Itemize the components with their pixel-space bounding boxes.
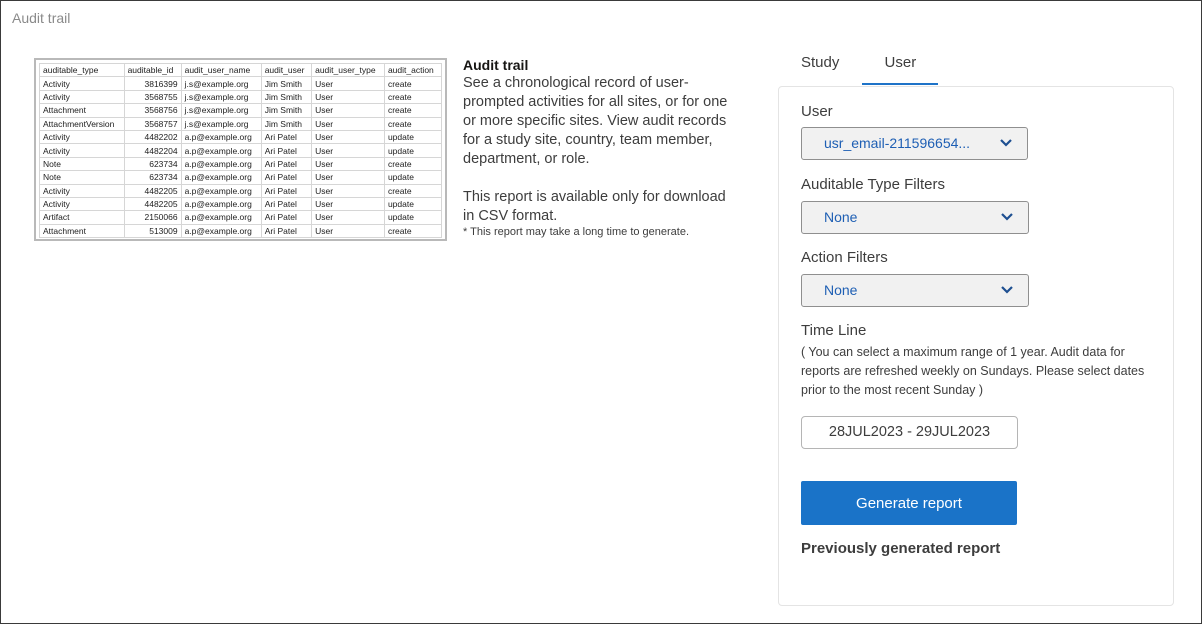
preview-cell: 623734: [124, 157, 181, 170]
preview-row: [40, 117, 442, 130]
preview-cell: a.p@example.org: [181, 197, 261, 210]
preview-cell: Jim Smith: [261, 77, 311, 90]
preview-column-header: auditable_id: [124, 64, 181, 77]
preview-cell: Attachment: [40, 224, 125, 237]
preview-row: [40, 144, 442, 157]
preview-cell: create: [384, 90, 441, 103]
description-csv-note: This report is available only for download in CSV format.: [463, 189, 726, 224]
preview-cell: Activity: [40, 144, 125, 157]
preview-cell: 4482205: [124, 184, 181, 197]
tab-bar: [786, 51, 938, 86]
preview-cell: Activity: [40, 184, 125, 197]
preview-row: [40, 77, 442, 90]
preview-column-header: audit_user_type: [312, 64, 385, 77]
audit-preview-image: [34, 58, 447, 241]
preview-cell: Jim Smith: [261, 104, 311, 117]
preview-cell: 3816399: [124, 77, 181, 90]
preview-cell: 3568755: [124, 90, 181, 103]
preview-column-header: audit_user_name: [181, 64, 261, 77]
preview-row: [40, 197, 442, 210]
preview-cell: Activity: [40, 197, 125, 210]
preview-cell: Activity: [40, 77, 125, 90]
action-filters-select[interactable]: [801, 274, 1029, 307]
action-filters-label: Action Filters: [801, 249, 888, 266]
preview-cell: update: [384, 130, 441, 143]
preview-cell: Note: [40, 171, 125, 184]
preview-cell: j.s@example.org: [181, 104, 261, 117]
preview-cell: User: [312, 104, 385, 117]
preview-cell: Jim Smith: [261, 90, 311, 103]
preview-row: [40, 157, 442, 170]
preview-cell: 4482204: [124, 144, 181, 157]
description-body: See a chronological record of user-prompted activities for all sites, or for one or more specific sites. View audit records for a study site, country, team member, department, or role.: [463, 75, 728, 167]
previous-reports-heading: Previously generated report: [801, 540, 1001, 557]
preview-cell: User: [312, 130, 385, 143]
generate-report-button[interactable]: Generate report: [801, 481, 1017, 525]
preview-cell: 2150066: [124, 211, 181, 224]
preview-cell: a.p@example.org: [181, 224, 261, 237]
preview-cell: Activity: [40, 130, 125, 143]
preview-row: [40, 171, 442, 184]
tab-user[interactable]: User: [862, 51, 938, 85]
preview-body: [40, 77, 442, 238]
preview-cell: update: [384, 211, 441, 224]
preview-cell: User: [312, 184, 385, 197]
preview-cell: User: [312, 157, 385, 170]
preview-cell: User: [312, 144, 385, 157]
preview-cell: update: [384, 171, 441, 184]
preview-cell: Ari Patel: [261, 157, 311, 170]
preview-cell: a.p@example.org: [181, 171, 261, 184]
description-heading: Audit trail: [463, 57, 529, 73]
preview-cell: create: [384, 224, 441, 237]
timeline-hint: ( You can select a maximum range of 1 year. Audit data for reports are refreshed weekly on Sundays. Please select dates prior to the most recent Sunday ): [801, 345, 1145, 397]
preview-cell: Artifact: [40, 211, 125, 224]
chevron-down-icon: [999, 138, 1013, 148]
preview-cell: update: [384, 197, 441, 210]
preview-cell: 513009: [124, 224, 181, 237]
chevron-down-icon: [1000, 285, 1014, 295]
preview-cell: a.p@example.org: [181, 130, 261, 143]
preview-cell: AttachmentVersion: [40, 117, 125, 130]
preview-cell: Activity: [40, 90, 125, 103]
preview-cell: Ari Patel: [261, 144, 311, 157]
preview-cell: 3568756: [124, 104, 181, 117]
preview-cell: User: [312, 77, 385, 90]
auditable-type-value: None: [824, 209, 858, 225]
date-range-picker[interactable]: 28JUL2023 - 29JUL2023: [801, 416, 1018, 449]
preview-cell: update: [384, 144, 441, 157]
preview-cell: create: [384, 117, 441, 130]
preview-cell: User: [312, 211, 385, 224]
preview-cell: Ari Patel: [261, 171, 311, 184]
page-title: Audit trail: [12, 10, 71, 26]
user-select[interactable]: [801, 127, 1028, 160]
auditable-type-label: Auditable Type Filters: [801, 176, 945, 193]
preview-cell: Note: [40, 157, 125, 170]
preview-cell: create: [384, 77, 441, 90]
preview-cell: Jim Smith: [261, 117, 311, 130]
action-filters-value: None: [824, 282, 858, 298]
user-select-value: usr_email-211596654...: [824, 135, 971, 151]
preview-cell: create: [384, 157, 441, 170]
preview-row: [40, 90, 442, 103]
preview-cell: a.p@example.org: [181, 157, 261, 170]
preview-cell: User: [312, 117, 385, 130]
preview-cell: 4482205: [124, 197, 181, 210]
preview-column-header: auditable_type: [40, 64, 125, 77]
description-time-note: * This report may take a long time to generate.: [463, 226, 690, 238]
preview-row: [40, 224, 442, 237]
preview-row: [40, 104, 442, 117]
preview-cell: j.s@example.org: [181, 77, 261, 90]
preview-cell: 4482202: [124, 130, 181, 143]
report-description: [463, 57, 733, 239]
preview-cell: j.s@example.org: [181, 117, 261, 130]
preview-header-row: [40, 64, 442, 77]
preview-cell: a.p@example.org: [181, 184, 261, 197]
preview-cell: User: [312, 197, 385, 210]
preview-cell: create: [384, 184, 441, 197]
tab-study[interactable]: Study: [801, 54, 840, 71]
preview-cell: Ari Patel: [261, 130, 311, 143]
preview-cell: 3568757: [124, 117, 181, 130]
preview-table: [39, 63, 442, 238]
preview-cell: Ari Patel: [261, 184, 311, 197]
user-label: User: [801, 103, 833, 120]
auditable-type-select[interactable]: [801, 201, 1029, 234]
preview-column-header: audit_action: [384, 64, 441, 77]
preview-cell: Attachment: [40, 104, 125, 117]
chevron-down-icon: [1000, 212, 1014, 222]
preview-cell: a.p@example.org: [181, 144, 261, 157]
preview-cell: Ari Patel: [261, 211, 311, 224]
preview-cell: User: [312, 171, 385, 184]
preview-cell: Ari Patel: [261, 224, 311, 237]
preview-column-header: audit_user: [261, 64, 311, 77]
preview-cell: j.s@example.org: [181, 90, 261, 103]
preview-cell: create: [384, 104, 441, 117]
preview-cell: a.p@example.org: [181, 211, 261, 224]
preview-cell: User: [312, 224, 385, 237]
preview-row: [40, 211, 442, 224]
preview-cell: Ari Patel: [261, 197, 311, 210]
timeline-label: Time Line: [801, 322, 867, 339]
preview-row: [40, 184, 442, 197]
preview-cell: User: [312, 90, 385, 103]
report-form-panel: [778, 86, 1174, 606]
preview-row: [40, 130, 442, 143]
preview-cell: 623734: [124, 171, 181, 184]
